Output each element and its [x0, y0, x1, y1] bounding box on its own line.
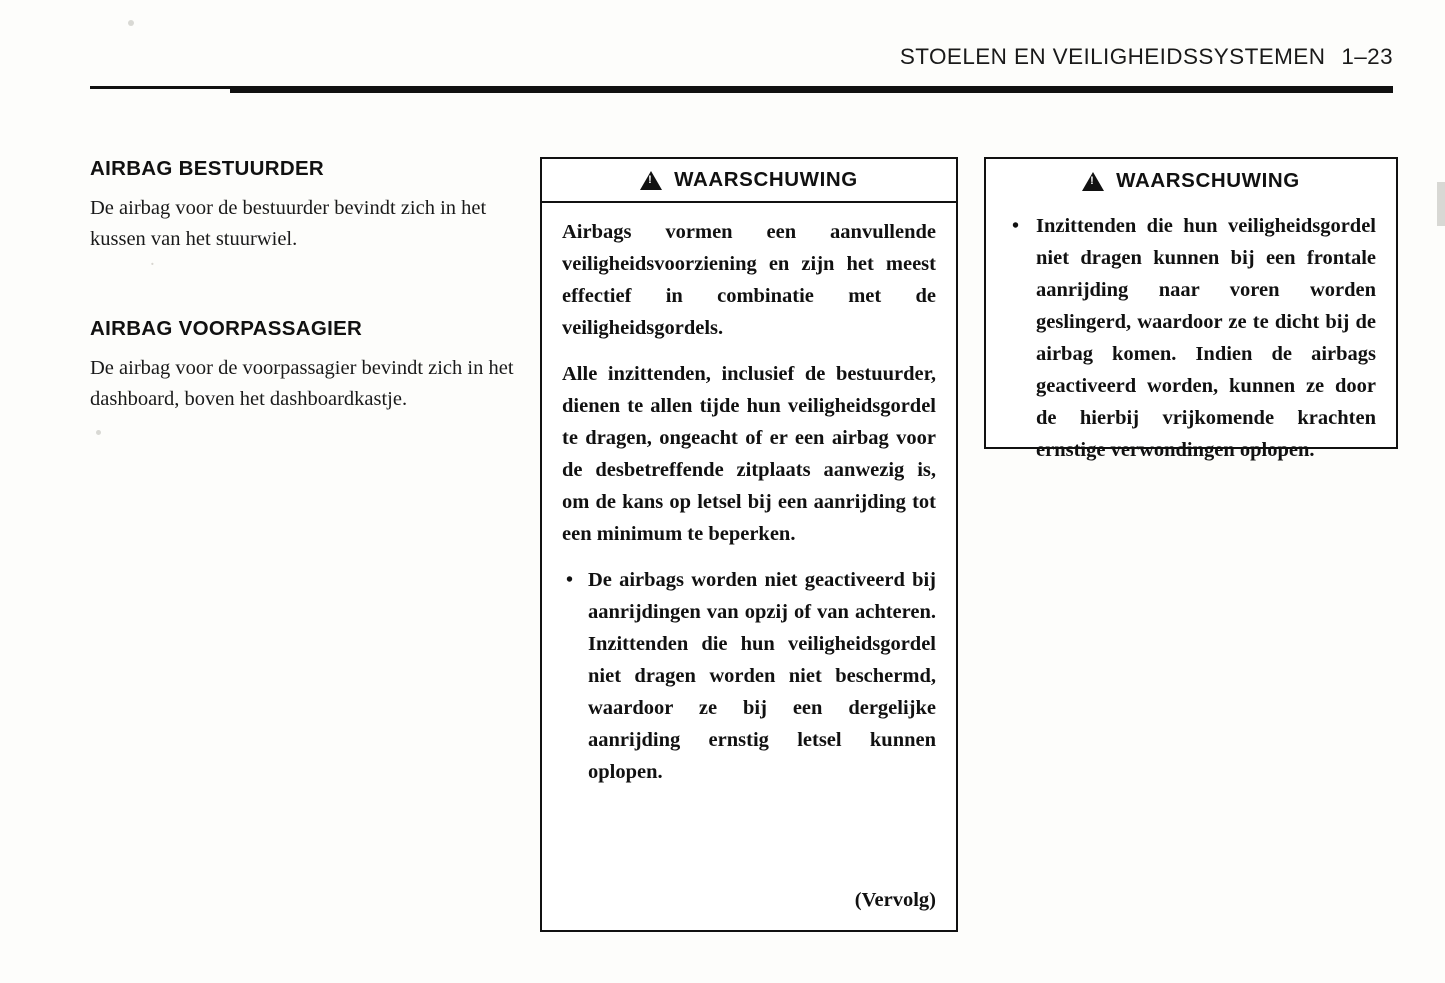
page-header: [900, 44, 1393, 70]
scan-speck: [96, 430, 101, 435]
warning-header-right: [986, 159, 1396, 203]
warning-box-middle: [540, 157, 958, 932]
warning-body-middle: [542, 203, 956, 788]
warning-bullet-item: [1006, 211, 1376, 467]
warning-box-right: [984, 157, 1398, 461]
warning-bullet-text: Inzittenden die hun veiligheidsgordel niet dragen kunnen bij een frontale aanrijding naar voren worden geslingerd, waardoor ze te dicht bij de airbag komen. Indien de airbags geactiveerd worden, kunnen ze door de hierbij vrijkomende krachten ernstige verwondingen oplopen.: [1036, 215, 1376, 461]
warning-bullet-text: De airbags worden niet geactiveerd bij aanrijdingen van opzij of van achteren. Inzittenden die hun veiligheidsgordel niet dragen worden niet beschermd, waardoor ze bij een dergelijke aanrijding ernstig letsel kunnen oplopen.: [588, 568, 936, 783]
header-divider: [90, 86, 1393, 93]
header-title: STOELEN EN VEILIGHEIDSSYSTEMEN: [899, 44, 1326, 69]
page-number: 1–23: [1341, 44, 1393, 69]
section-paragraph-airbag-voorpassagier: De airbag voor de voorpassagier bevindt zich in het dashboard, boven het dashboardkastje.: [90, 357, 514, 411]
warning-triangle-icon: [1082, 172, 1104, 191]
warning-header-middle: [542, 159, 956, 203]
scan-speck: [128, 20, 134, 26]
bleed-through-text: .: [150, 249, 155, 270]
warning-paragraph: Airbags vormen een aanvullende veiligheidsvoorziening en zijn het meest effectief in combinatie met de veiligheidsgordels.: [562, 221, 936, 339]
section-paragraph-airbag-bestuurder: De airbag voor de bestuurder bevindt zich in het kussen van het stuurwiel.: [90, 197, 487, 251]
left-column: [90, 157, 520, 416]
warning-label-middle: WAARSCHUWING: [674, 168, 858, 191]
warning-triangle-icon: [640, 171, 662, 190]
warning-bullet-item: [562, 565, 936, 789]
section-heading-airbag-bestuurder: AIRBAG BESTUURDER: [90, 157, 325, 180]
bullet-icon: •: [566, 568, 574, 591]
warning-label-right: WAARSCHUWING: [1116, 169, 1300, 192]
bullet-icon: •: [1012, 215, 1020, 237]
warning-paragraph: Alle inzittenden, inclusief de bestuurder, dienen te allen tijde hun veiligheidsgordel te dragen, ongeacht of er een airbag voor de desbetreffende zitplaats aanwezig is, om de kans op letsel bij een aanrijding tot een minimum te beperken.: [562, 362, 936, 545]
section-heading-airbag-voorpassagier: AIRBAG VOORPASSAGIER: [90, 317, 363, 341]
warning-body-right: [986, 203, 1396, 467]
scan-edge-artifact: [1437, 182, 1445, 226]
continued-label: (Vervolg): [854, 889, 936, 911]
